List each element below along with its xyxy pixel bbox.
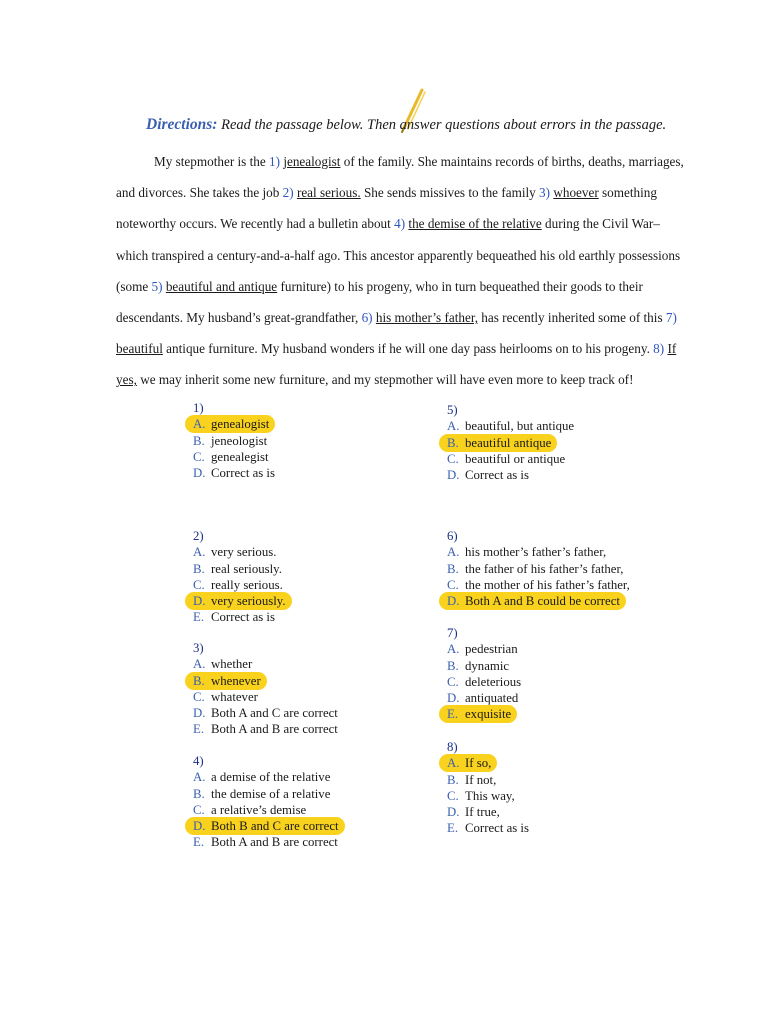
option-letter: D. (193, 819, 206, 834)
option-text: genealegist (211, 449, 269, 464)
option-letter: A. (447, 642, 460, 657)
option-text: the father of his father’s father, (465, 561, 624, 576)
option-letter: D. (447, 594, 460, 609)
passage-marker: 6) (361, 309, 373, 325)
option-letter: D. (193, 466, 206, 481)
passage-line: beautiful antique furniture. My husband wonders if he will one day pass heirlooms on to his progeny. 8) If (116, 341, 677, 357)
option-letter: D. (193, 706, 206, 721)
underlined-phrase: If (667, 341, 677, 357)
option-text: whether (211, 657, 253, 672)
question-4 (193, 753, 339, 851)
option-letter: B. (193, 433, 205, 448)
option-text: jeneologist (211, 433, 268, 448)
answer-option[interactable] (193, 561, 286, 577)
option-letter: A. (447, 545, 460, 560)
passage-line: yes, we may inherit some new furniture, and my stepmother will have even more to keep track of! (116, 372, 634, 388)
option-text: Correct as is (465, 468, 529, 483)
option-text: a relative’s demise (211, 802, 307, 817)
underlined-phrase: real serious. (296, 185, 361, 201)
option-letter: B. (193, 561, 205, 576)
option-text: Both A and C are correct (211, 706, 338, 721)
question-5 (447, 402, 574, 483)
question-number: 3) (193, 641, 204, 655)
passage-line: noteworthy occurs. We recently had a bulletin about 4) the demise of the relative during the Civil War– (116, 216, 660, 232)
answer-option[interactable] (447, 577, 630, 593)
option-text: Both A and B are correct (211, 835, 338, 850)
option-text: If true, (465, 805, 500, 820)
passage-line: descendants. My husband’s great-grandfather, 6) his mother’s father, has recently inherited some of this 7) (116, 309, 677, 325)
option-letter: B. (447, 561, 459, 576)
option-letter: A. (193, 545, 206, 560)
option-text: very serious. (211, 545, 277, 560)
option-letter: B. (193, 673, 205, 688)
underlined-phrase: yes, (116, 372, 137, 388)
answer-option[interactable] (193, 449, 275, 465)
option-letter: C. (193, 577, 205, 592)
option-text: deleterious (465, 674, 522, 689)
option-letter: A. (447, 756, 460, 771)
answer-option[interactable] (447, 658, 521, 674)
option-letter: B. (193, 786, 205, 801)
option-letter: D. (447, 468, 460, 483)
answer-option[interactable] (447, 820, 529, 836)
answer-option[interactable] (193, 416, 275, 432)
option-text: Both B and C are correct (211, 819, 339, 834)
option-text: his mother’s father’s father, (465, 545, 607, 560)
passage-line: My stepmother is the 1) jenealogist of the family. She maintains records of births, deaths, marriages, (154, 154, 684, 169)
option-text: whenever (211, 673, 261, 688)
answer-option[interactable] (193, 786, 339, 802)
option-text: exquisite (465, 707, 512, 722)
option-letter: E. (193, 835, 205, 850)
directions-label: Directions: (146, 116, 218, 133)
option-text: Both A and B are correct (211, 722, 338, 737)
passage-marker: 4) (394, 216, 406, 232)
option-letter: C. (447, 577, 459, 592)
option-text: dynamic (465, 658, 510, 673)
answer-option[interactable] (447, 772, 529, 788)
option-letter: C. (193, 689, 205, 704)
option-text: beautiful antique (465, 435, 552, 450)
option-letter: A. (193, 770, 206, 785)
answer-option[interactable] (447, 674, 521, 690)
underlined-phrase: whoever (553, 185, 599, 201)
question-number: 4) (193, 754, 204, 768)
answer-option[interactable] (447, 804, 529, 820)
answer-option[interactable] (447, 451, 574, 467)
option-letter: C. (447, 674, 459, 689)
answer-option[interactable] (193, 689, 338, 705)
answer-option[interactable] (447, 641, 521, 657)
underlined-phrase: beautiful (116, 341, 163, 357)
passage-line: and divorces. She takes the job 2) real serious. She sends missives to the family 3) whoever something (116, 185, 657, 201)
passage-line: which transpired a century-and-a-half ago. This ancestor apparently bequeathed his old earthly possessions (116, 247, 681, 263)
answer-option[interactable] (193, 593, 286, 609)
underlined-phrase: his mother’s father, (375, 309, 478, 325)
option-letter: E. (193, 722, 205, 737)
option-letter: B. (447, 435, 459, 450)
option-text: If not, (465, 772, 497, 787)
option-letter: D. (447, 805, 460, 820)
option-text: the mother of his father’s father, (465, 577, 630, 592)
answer-option[interactable] (193, 818, 339, 834)
option-text: whatever (211, 689, 258, 704)
option-text: really serious. (211, 577, 283, 592)
passage-marker: 7) (665, 309, 677, 325)
option-letter: A. (193, 417, 206, 432)
option-text: antiquated (465, 691, 519, 706)
answer-option[interactable] (447, 544, 630, 560)
question-number: 1) (193, 401, 204, 415)
option-letter: E. (447, 707, 459, 722)
directions-text: Read the passage below. Then answer questions about errors in the passage. (221, 117, 667, 133)
answer-option[interactable] (447, 467, 574, 483)
answer-option[interactable] (193, 465, 275, 481)
option-letter: C. (447, 451, 459, 466)
question-number: 7) (447, 626, 458, 640)
answer-option[interactable] (447, 755, 529, 771)
question-1 (193, 400, 275, 481)
answer-option[interactable] (193, 834, 339, 850)
question-3 (193, 640, 338, 738)
passage-marker: 3) (539, 185, 551, 201)
passage-marker: 5) (151, 278, 163, 294)
option-letter: B. (447, 772, 459, 787)
directions-heading (146, 116, 746, 134)
option-text: Correct as is (211, 610, 275, 625)
passage-marker: 2) (282, 185, 294, 201)
option-text: If so, (465, 756, 492, 771)
option-letter: D. (447, 691, 460, 706)
answer-option[interactable] (447, 690, 521, 706)
option-letter: C. (193, 449, 205, 464)
answer-option[interactable] (447, 561, 630, 577)
option-letter: C. (193, 802, 205, 817)
answer-option[interactable] (447, 788, 529, 804)
question-number: 8) (447, 740, 458, 754)
answer-option[interactable] (193, 673, 338, 689)
answer-option[interactable] (193, 656, 338, 672)
option-text: Correct as is (211, 466, 275, 481)
answer-option[interactable] (193, 577, 286, 593)
answer-option[interactable] (447, 706, 521, 722)
answer-option[interactable] (193, 769, 339, 785)
underlined-phrase: the demise of the relative (408, 216, 542, 232)
question-number: 6) (447, 529, 458, 543)
question-8 (447, 739, 529, 837)
option-letter: D. (193, 594, 206, 609)
answer-option[interactable] (193, 433, 275, 449)
passage (116, 146, 684, 396)
answer-option[interactable] (193, 802, 339, 818)
underlined-phrase: jenealogist (283, 154, 341, 169)
option-letter: A. (193, 657, 206, 672)
option-text: pedestrian (465, 642, 518, 657)
option-text: beautiful, but antique (465, 419, 575, 434)
answer-option[interactable] (447, 593, 630, 609)
question-6 (447, 528, 630, 609)
option-letter: E. (447, 821, 459, 836)
option-text: beautiful or antique (465, 451, 566, 466)
question-7 (447, 625, 521, 723)
option-text: Correct as is (465, 821, 529, 836)
underlined-phrase: beautiful and antique (165, 278, 278, 294)
answer-option[interactable] (193, 721, 338, 737)
question-2 (193, 528, 286, 626)
passage-marker: 8) (653, 341, 665, 357)
question-number: 5) (447, 403, 458, 417)
option-text: the demise of a relative (211, 786, 331, 801)
option-text: a demise of the relative (211, 770, 331, 785)
answer-option[interactable] (193, 705, 338, 721)
option-text: very seriously. (211, 594, 286, 609)
option-letter: B. (447, 658, 459, 673)
option-text: real seriously. (211, 561, 282, 576)
option-text: genealogist (211, 417, 270, 432)
option-letter: C. (447, 788, 459, 803)
option-letter: A. (447, 419, 460, 434)
answer-option[interactable] (447, 418, 574, 434)
option-text: This way, (465, 788, 515, 803)
answer-option[interactable] (193, 609, 286, 625)
passage-marker: 1) (269, 154, 281, 169)
question-number: 2) (193, 529, 204, 543)
answer-option[interactable] (193, 544, 286, 560)
passage-line: (some 5) beautiful and antique furniture) to his progeny, who in turn bequeathed their goods to their (116, 278, 643, 294)
answer-option[interactable] (447, 435, 574, 451)
option-letter: E. (193, 610, 205, 625)
option-text: Both A and B could be correct (465, 594, 620, 609)
